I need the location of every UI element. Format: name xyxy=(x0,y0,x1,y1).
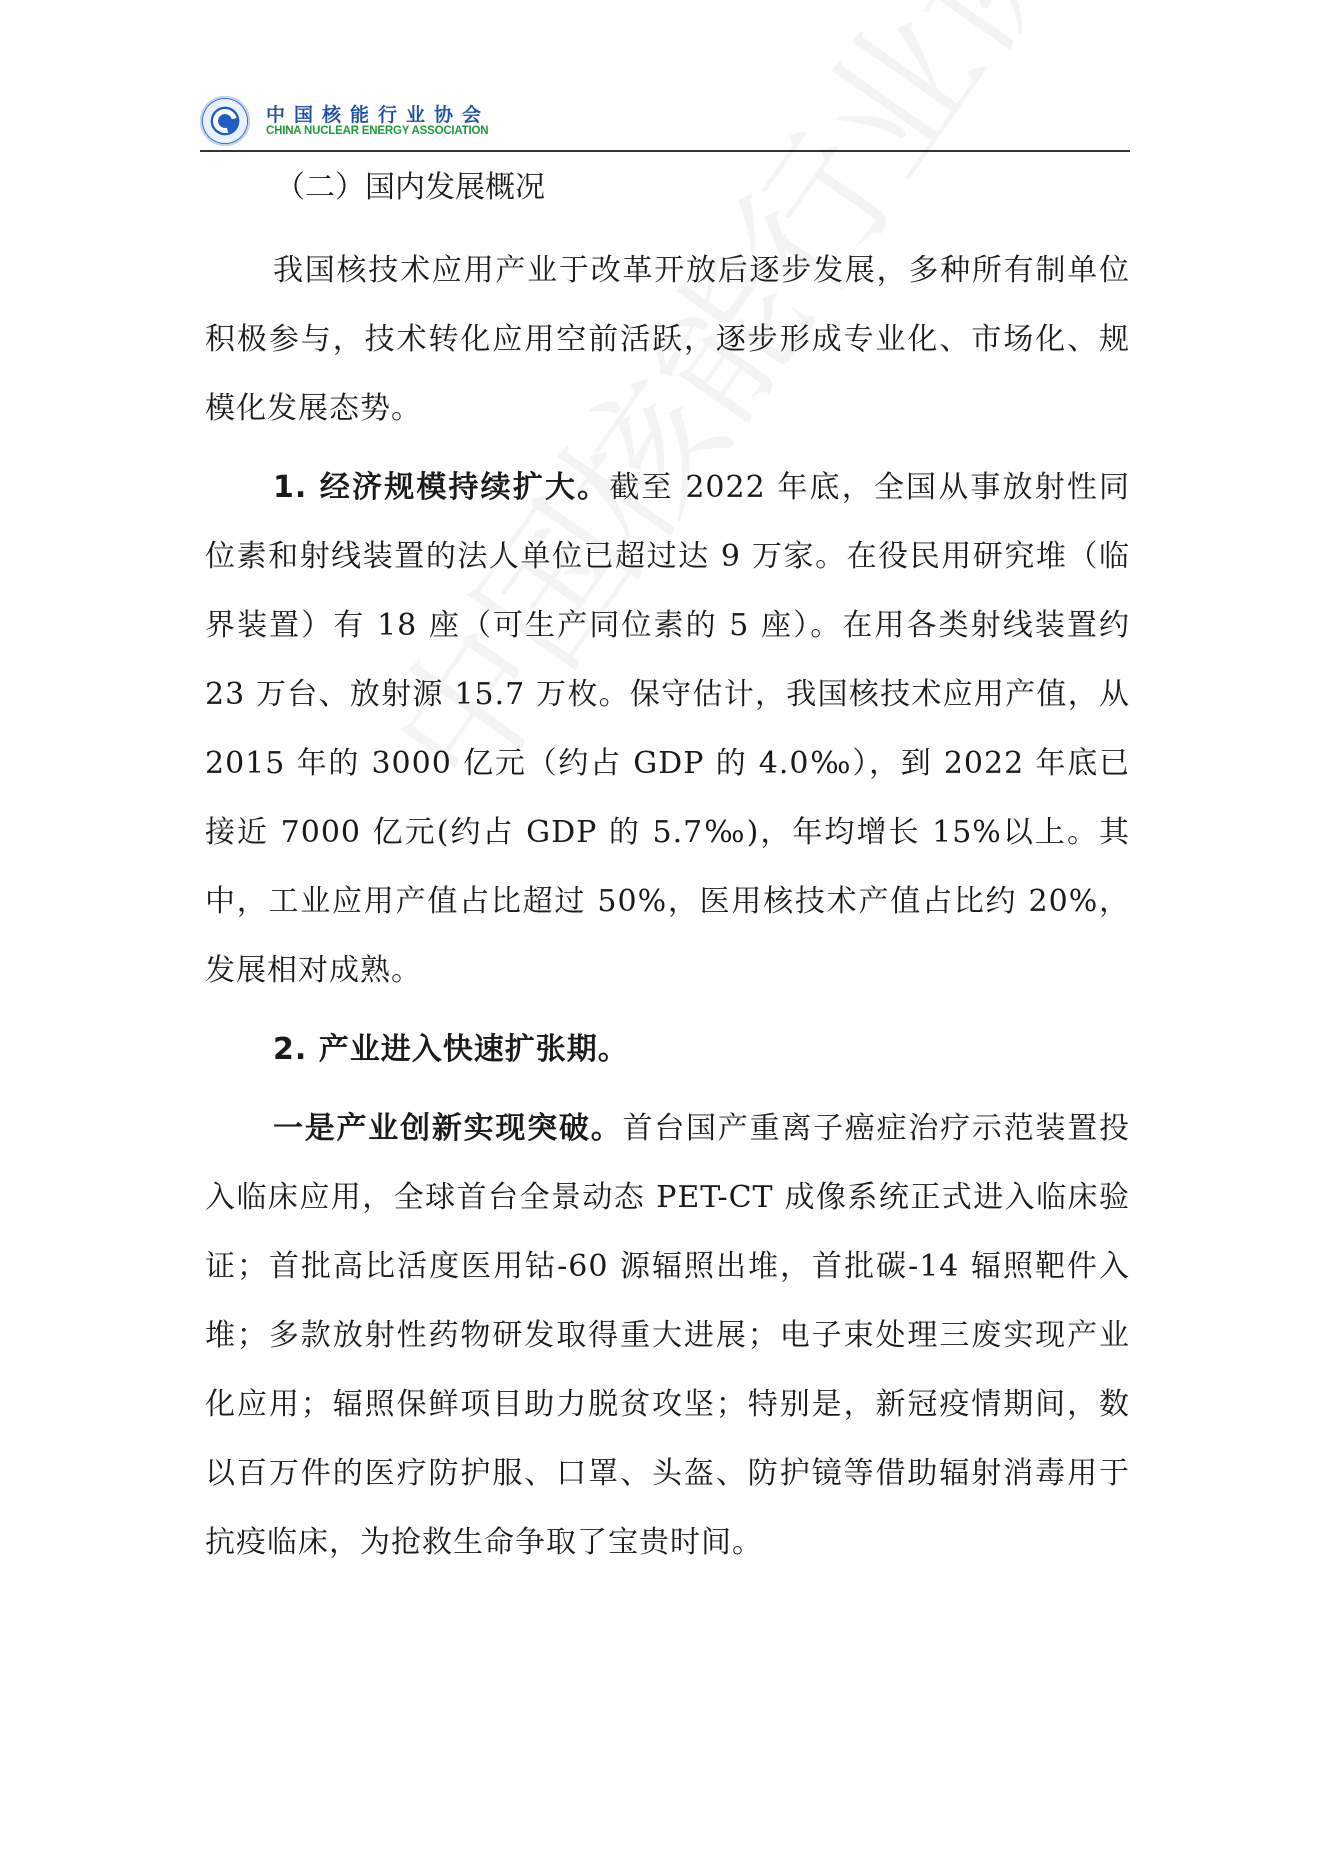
section-title: （二）国内发展概况 xyxy=(275,170,545,205)
paragraph-innovation xyxy=(205,1094,1130,1577)
document-body xyxy=(205,168,1130,1577)
paragraph-heading: 一是产业创新实现突破。 xyxy=(273,1111,623,1146)
intro-paragraph: 我国核技术应用产业于改革开放后逐步发展，多种所有制单位积极参与，技术转化应用空前活跃，逐步形成专业化、市场化、规模化发展态势。 xyxy=(205,253,1130,426)
paragraph-heading: 1. 经济规模持续扩大。 xyxy=(273,470,610,505)
org-name-cn: 中国核能行业协会 xyxy=(266,104,491,126)
paragraph-heading: 2. 产业进入快速扩张期。 xyxy=(273,1032,629,1067)
org-name-en: CHINA NUCLEAR ENERGY ASSOCIATION xyxy=(266,125,489,137)
header-divider xyxy=(200,150,1130,152)
cnea-logo-icon xyxy=(200,96,250,146)
paragraph-text: 截至 2022 年底，全国从事放射性同位素和射线装置的法人单位已超过达 9 万家。在役民用研究堆（临界装置）有 18 座（可生产同位素的 5 座）。在用各类射线装置约 23 万台、放射源 15.7 万枚。保守估计，我国核技术应用产值，从 2015 年的 3000 亿元（约占 GDP 的 4.0‰），到 2022 年底已接近 7000 亿元(约占 GDP 的 5.7‰)，年均增长 15%以上。其中，工业应用产值占比超过 50%，医用核技术产值占比约 20%，发展相对成熟。 xyxy=(205,470,1130,988)
paragraph-expansion xyxy=(205,1015,1130,1084)
paragraph-text: 首台国产重离子癌症治疗示范装置投入临床应用，全球首台全景动态 PET-CT 成像系统正式进入临床验证；首批高比活度医用钴-60 源辐照出堆，首批碳-14 辐照靶件入堆；多款放射性药物研发取得重大进展；电子束处理三废实现产业化应用；辐照保鲜项目助力脱贫攻坚；特别是，新冠疫情期间，数以百万件的医疗防护服、口罩、头盔、防护镜等借助辐射消毒用于抗疫临床，为抢救生命争取了宝贵时间。 xyxy=(205,1111,1131,1560)
paragraph-economic-scale xyxy=(205,453,1130,1005)
page-header xyxy=(200,92,1130,150)
